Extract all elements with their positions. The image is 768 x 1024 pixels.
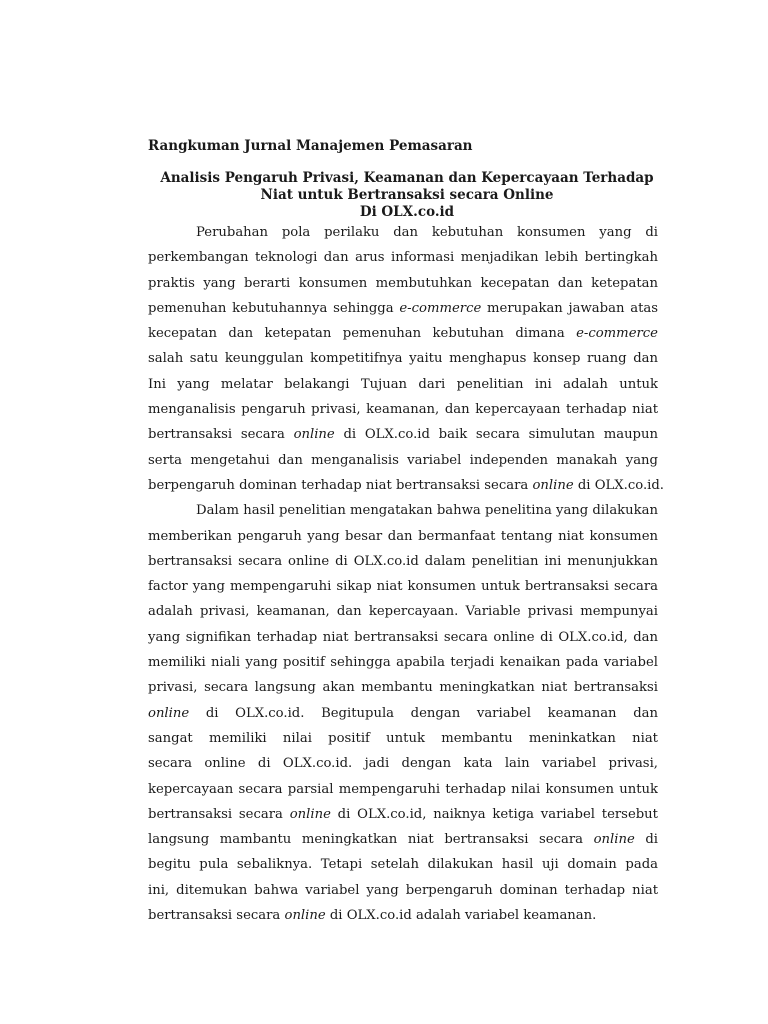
- text-line: bertransaksi secara online di OLX.co.id baik secara simulutan maupun: [148, 427, 658, 443]
- text-line: bertransaksi secara online di OLX.co.id dalam penelitian ini menunjukkan: [148, 553, 658, 569]
- italic-term: online: [289, 806, 331, 822]
- italic-term: online: [593, 832, 635, 848]
- italic-term: online: [293, 427, 335, 443]
- text-line: factor yang mempengaruhi sikap niat konsumen untuk bertransaksi secara: [148, 579, 658, 595]
- heading-line: Di OLX.co.id: [359, 204, 455, 220]
- text-line: yang signifikan terhadap niat bertransaksi secara online di OLX.co.id, dan: [148, 629, 658, 645]
- heading-line: Niat untuk Bertransaksi secara Online: [260, 187, 554, 203]
- text-line: bertransaksi secara online di OLX.co.id adalah variabel keamanan.: [148, 908, 597, 924]
- text-line: kepercayaan secara parsial mempengaruhi terhadap nilai konsumen untuk: [148, 781, 658, 797]
- text-line: pemenuhan kebutuhannya sehingga e-commerce merupakan jawaban atas: [148, 300, 658, 316]
- text-line: kecepatan dan ketepatan pemenuhan kebutuhan dimana e-commerce: [148, 326, 658, 342]
- article-heading: [148, 170, 666, 221]
- paragraph-1: [148, 220, 664, 498]
- text-line: Ini yang melatar belakangi Tujuan dari penelitian ini adalah untuk: [148, 376, 658, 392]
- text-line: privasi, secara langsung akan membantu meningkatkan niat bertransaksi: [148, 680, 658, 696]
- text-line: perkembangan teknologi dan arus informasi menjadikan lebih bertingkah: [148, 250, 658, 266]
- text-line: praktis yang berarti konsumen membutuhkan kecepatan dan ketepatan: [148, 275, 658, 291]
- text-line: Perubahan pola perilaku dan kebutuhan konsumen yang di: [196, 225, 658, 240]
- italic-term: e-commerce: [399, 300, 482, 316]
- italic-term: online: [284, 908, 326, 924]
- text-line: begitu pula sebaliknya. Tetapi setelah dilakukan hasil uji domain pada: [148, 857, 658, 873]
- text-line: menganalisis pengaruh privasi, keamanan, dan kepercayaan terhadap niat: [148, 402, 658, 418]
- text-line: salah satu keunggulan kompetitifnya yaitu menghapus konsep ruang dan: [148, 351, 658, 367]
- italic-term: online: [532, 477, 574, 493]
- paragraph-2: [148, 498, 658, 928]
- text-line: memberikan pengaruh yang besar dan bermanfaat tentang niat konsumen: [148, 528, 658, 544]
- italic-term: e-commerce: [576, 326, 658, 342]
- text-line: bertransaksi secara online di OLX.co.id, naiknya ketiga variabel tersebut: [148, 806, 658, 822]
- text-line: berpengaruh dominan terhadap niat bertransaksi secara online di OLX.co.id.: [148, 477, 664, 493]
- text-line: adalah privasi, keamanan, dan kepercayaan. Variable privasi mempunyai: [148, 604, 658, 620]
- text-line: memiliki niali yang positif sehingga apabila terjadi kenaikan pada variabel: [148, 655, 658, 671]
- italic-term: online: [148, 705, 190, 721]
- text-line: secara online di OLX.co.id. jadi dengan kata lain variabel privasi,: [148, 756, 658, 772]
- article-body: [148, 220, 664, 928]
- text-line: sangat memiliki nilai positif untuk membantu meninkatkan niat: [148, 730, 658, 746]
- text-line: langsung mambantu meningkatkan niat bertransaksi secara online di: [148, 832, 658, 848]
- text-line: online di OLX.co.id. Begitupula dengan variabel keamanan dan: [148, 705, 658, 721]
- text-line: Dalam hasil penelitian mengatakan bahwa penelitina yang dilakukan: [196, 503, 658, 519]
- text-line: serta mengetahui dan menganalisis variabel independen manakah yang: [148, 452, 658, 468]
- text-line: ini, ditemukan bahwa variabel yang berpengaruh dominan terhadap niat: [148, 882, 658, 898]
- document-title: Rangkuman Jurnal Manajemen Pemasaran: [148, 138, 473, 154]
- heading-line: Analisis Pengaruh Privasi, Keamanan dan Kepercayaan Terhadap: [160, 170, 654, 186]
